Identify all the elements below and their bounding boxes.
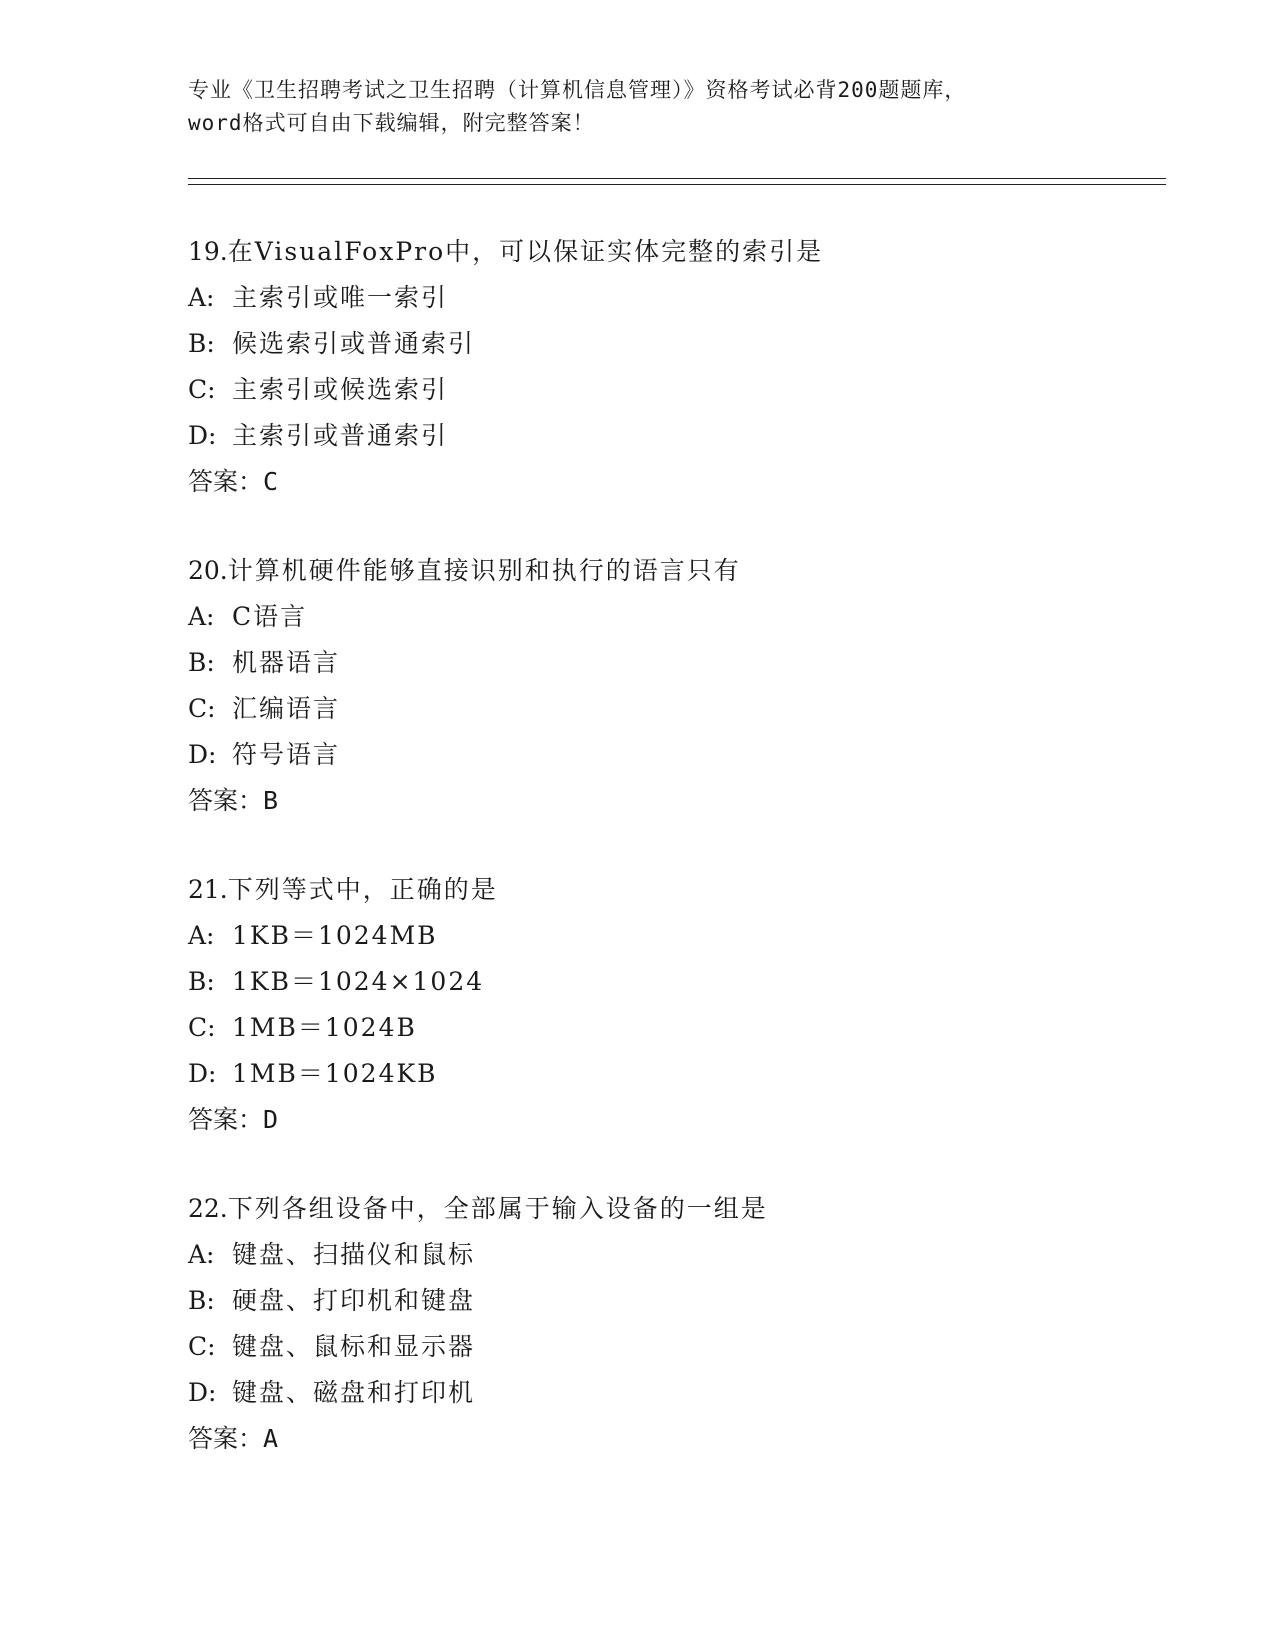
question-text: 在VisualFoxPro中，可以保证实体完整的索引是 <box>227 237 824 266</box>
option-label: B: <box>188 1286 215 1315</box>
answer-line <box>188 1416 1148 1462</box>
question-text: 计算机硬件能够直接识别和执行的语言只有 <box>227 556 741 585</box>
question-19 <box>188 229 1148 505</box>
answer-label: 答案： <box>188 467 264 496</box>
option-label: C: <box>188 375 216 404</box>
option-text: 1MB＝1024KB <box>232 1059 438 1088</box>
option-label: C: <box>188 1013 216 1042</box>
header-line-2: word格式可自由下载编辑，附完整答案！ <box>188 111 595 135</box>
question-title <box>188 1186 1148 1232</box>
header-line-1: 专业《卫生招聘考试之卫生招聘（计算机信息管理）》资格考试必背200题题库， <box>188 78 967 102</box>
option-text: 硬盘、打印机和键盘 <box>232 1286 476 1315</box>
option-b <box>188 959 1148 1005</box>
header-divider-bottom <box>188 184 1166 185</box>
option-c <box>188 1324 1148 1370</box>
option-label: A: <box>188 921 215 950</box>
option-a <box>188 1232 1148 1278</box>
option-label: C: <box>188 694 216 723</box>
option-a <box>188 594 1148 640</box>
option-label: B: <box>188 648 215 677</box>
option-text: 符号语言 <box>232 740 341 769</box>
option-label: D: <box>188 740 217 769</box>
option-text: 主索引或候选索引 <box>232 375 449 404</box>
option-text: 主索引或唯一索引 <box>232 283 449 312</box>
option-d <box>188 413 1148 459</box>
question-text: 下列等式中，正确的是 <box>227 875 498 904</box>
option-label: A: <box>188 602 215 631</box>
question-title <box>188 867 1148 913</box>
option-text: 机器语言 <box>232 648 341 677</box>
question-20 <box>188 548 1148 824</box>
question-22 <box>188 1186 1148 1462</box>
option-text: 候选索引或普通索引 <box>232 329 476 358</box>
option-d <box>188 732 1148 778</box>
option-a <box>188 913 1148 959</box>
option-label: D: <box>188 1059 217 1088</box>
option-text: 1KB＝1024×1024 <box>232 967 485 996</box>
answer-value: D <box>263 1105 279 1134</box>
question-number: 22. <box>188 1194 228 1223</box>
option-label: C: <box>188 1332 216 1361</box>
option-label: B: <box>188 967 215 996</box>
option-b <box>188 1278 1148 1324</box>
answer-value: C <box>263 467 279 496</box>
option-d <box>188 1051 1148 1097</box>
option-text: 1MB＝1024B <box>232 1013 417 1042</box>
answer-label: 答案： <box>188 1105 264 1134</box>
answer-value: B <box>263 786 279 815</box>
option-text: 键盘、磁盘和打印机 <box>232 1378 476 1407</box>
option-c <box>188 367 1148 413</box>
question-21 <box>188 867 1148 1143</box>
option-a <box>188 275 1148 321</box>
question-number: 19. <box>188 237 228 266</box>
answer-line <box>188 778 1148 824</box>
answer-line <box>188 1097 1148 1143</box>
option-label: A: <box>188 1240 215 1269</box>
answer-label: 答案： <box>188 1424 264 1453</box>
option-label: D: <box>188 421 217 450</box>
option-label: D: <box>188 1378 217 1407</box>
option-b <box>188 640 1148 686</box>
header-divider-top <box>188 178 1166 179</box>
option-d <box>188 1370 1148 1416</box>
option-text: 键盘、扫描仪和鼠标 <box>232 1240 476 1269</box>
option-b <box>188 321 1148 367</box>
question-title <box>188 548 1148 594</box>
option-label: A: <box>188 283 215 312</box>
option-text: 主索引或普通索引 <box>232 421 449 450</box>
question-number: 20. <box>188 556 228 585</box>
question-text: 下列各组设备中，全部属于输入设备的一组是 <box>227 1194 768 1223</box>
option-c <box>188 1005 1148 1051</box>
option-text: 1KB＝1024MB <box>232 921 438 950</box>
answer-line <box>188 459 1148 505</box>
answer-value: A <box>263 1424 279 1453</box>
answer-label: 答案： <box>188 786 264 815</box>
option-text: 键盘、鼠标和显示器 <box>232 1332 476 1361</box>
option-text: C语言 <box>232 602 308 631</box>
document-header <box>188 74 1128 140</box>
option-c <box>188 686 1148 732</box>
option-text: 汇编语言 <box>232 694 341 723</box>
question-title <box>188 229 1148 275</box>
question-number: 21. <box>188 875 228 904</box>
option-label: B: <box>188 329 215 358</box>
